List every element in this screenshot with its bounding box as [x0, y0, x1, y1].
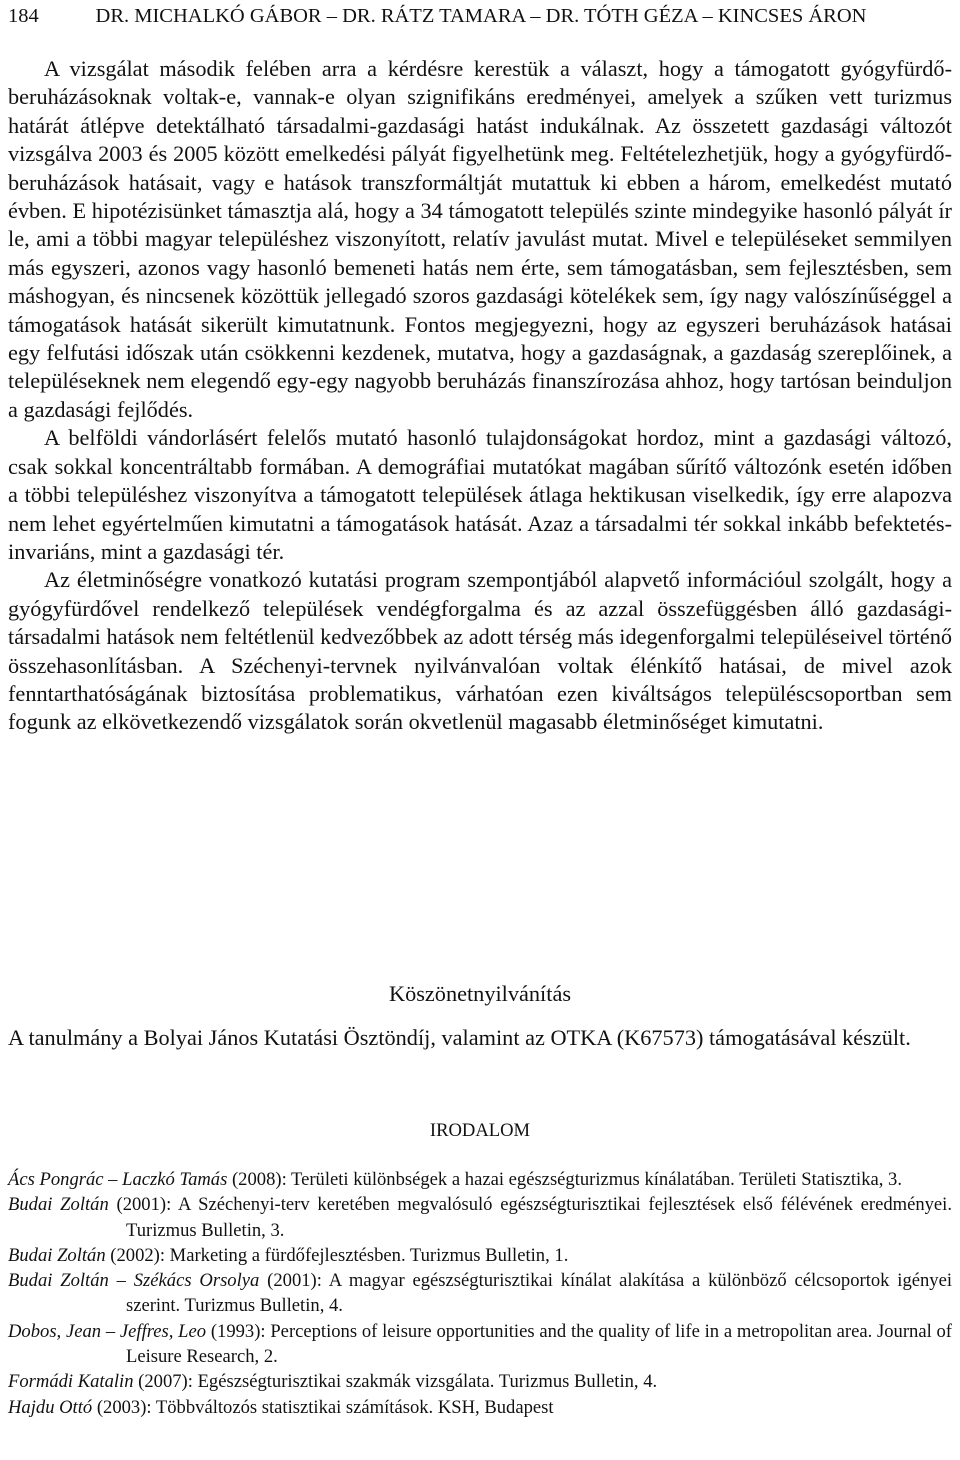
paragraph: A vizsgálat második felében arra a kérdésre kerestük a választ, hogy a támogatott gyógyfürdő-beruházásoknak voltak-e, vannak-e olyan szignifikáns eredményei, amelyek a szűken vett turizmus határát átlépve detektálható társadalmi-gazdasági hatást indukálnak. Az összetett gazdasági változót vizsgálva 2003 és 2005 között emelkedési pályát figyelhetünk meg. Feltételezhetjük, hogy a gyógyfürdő-beruházások hatásait, vagy e hatások transzformáltját mutattuk ki ebben a három, emelkedést mutató évben. E hipotézisünket támasztja alá, hogy a 34 támogatott település szinte mindegyike hasonló pályát ír le, ami a többi magyar településhez viszonyított, relatív javulást mutat. Mivel e településeket semmilyen más egyszeri, azonos vagy hasonló bemeneti hatás nem érte, sem támogatásban, sem fejlesztésben, sem máshogyan, és nincsenek közöttük jellegadó szoros gazdasági kötelékek sem, így nagy valószínűséggel a támogatások hatását sikerült kimutatnunk. Fontos megjegyezni, hogy az egyszeri beruházások hatásai egy felfutási időszak után csökkenni kezdenek, mutatva, hogy a gazdaságnak, a gazdaság szereplőinek, a településeknek nem elegendő egy-egy nagyobb beruházás finanszírozása ahhoz, hogy tartósan beinduljon a gazdasági fejlődés. [8, 56, 952, 422]
body-text [8, 55, 952, 737]
reference-details: (2008): Területi különbségek a hazai egészségturizmus kínálatában. Területi Statisztika, 3. [227, 1169, 903, 1190]
reference-item [8, 1395, 952, 1420]
page-header [8, 2, 954, 30]
reference-details: (2001): A magyar egészségturisztikai kínálat alakítása a különböző célcsoportok igényei szerint. Turizmus Bulletin, 4. [126, 1270, 953, 1317]
references-title: IRODALOM [429, 1120, 531, 1141]
reference-item [8, 1243, 952, 1268]
paragraph: Az életminőségre vonatkozó kutatási program szempontjából alapvető információul szolgált, hogy a gyógyfürdővel rendelkező települések vendégforgalma és az azzal összefüggésben álló gazdasági-társadalmi hatások nem feltétlenül kedvezőbbek az adott térség más idegenforgalmi településeivel történő összehasonlításban. A Széchenyi-tervnek nyilvánvalóan voltak élénkítő hatásai, de mivel azok fenntarthatóságának biztosítása problematikus, várhatóan ezen kiváltságos településcsoportban sem fogunk az elkövetkezendő vizsgálatok során okvetlenül magasabb életminőséget kimutatni. [8, 567, 952, 735]
reference-authors: Ács Pongrác – Laczkó Tamás [8, 1169, 228, 1190]
reference-item [8, 1167, 952, 1192]
reference-details: (2001): A Széchenyi-terv keretében megvalósuló egészségturisztikai fejlesztések első félévének eredményei. Turizmus Bulletin, 3. [108, 1194, 952, 1241]
reference-authors: Budai Zoltán – Székács Orsolya [8, 1270, 260, 1292]
reference-item [8, 1268, 952, 1319]
acknowledgement-text: A tanulmány a Bolyai János Kutatási Ösztöndíj, valamint az OTKA (K67573) támogatásával készült. [8, 1025, 911, 1050]
reference-authors: Budai Zoltán [8, 1194, 109, 1216]
reference-item [8, 1319, 952, 1370]
page-number: 184 [8, 5, 39, 27]
reference-authors: Budai Zoltán [8, 1244, 106, 1266]
running-title: DR. MICHALKÓ GÁBOR – DR. RÁTZ TAMARA – DR. TÓTH GÉZA – KINCSES ÁRON [95, 5, 867, 27]
reference-details: (1993): Perceptions of leisure opportunities and the quality of life in a metropolitan area. Journal of Leisure Research, 2. [126, 1320, 952, 1368]
reference-list [8, 1167, 952, 1420]
reference-item [8, 1369, 952, 1394]
reference-item [8, 1192, 952, 1243]
reference-details: (2003): Többváltozós statisztikai számítások. KSH, Budapest [92, 1396, 554, 1418]
acknowledgement-title: Köszönetnyilvánítás [388, 981, 572, 1006]
reference-authors: Formádi Katalin [8, 1371, 134, 1393]
reference-authors: Dobos, Jean – Jeffres, Leo [8, 1320, 207, 1342]
reference-authors: Hajdu Ottó [8, 1396, 93, 1418]
reference-details: (2007): Egészségturisztikai szakmák vizsgálata. Turizmus Bulletin, 4. [133, 1371, 658, 1393]
paragraph: A belföldi vándorlásért felelős mutató hasonló tulajdonságokat hordoz, mint a gazdasági változó, csak sokkal koncentráltabb formában. A demográfiai mutatókat magában sűrítő változónk esetén időben a többi településhez viszonyítva a támogatott települések átlaga hektikusan viselkedik, így erre alapozva nem lehet egyértelműen kimutatni a támogatások hatását. Azaz a társadalmi tér sokkal inkább befektetés-invariáns, mint a gazdasági tér. [8, 425, 952, 564]
reference-details: (2002): Marketing a fürdőfejlesztésben. Turizmus Bulletin, 1. [105, 1244, 569, 1266]
